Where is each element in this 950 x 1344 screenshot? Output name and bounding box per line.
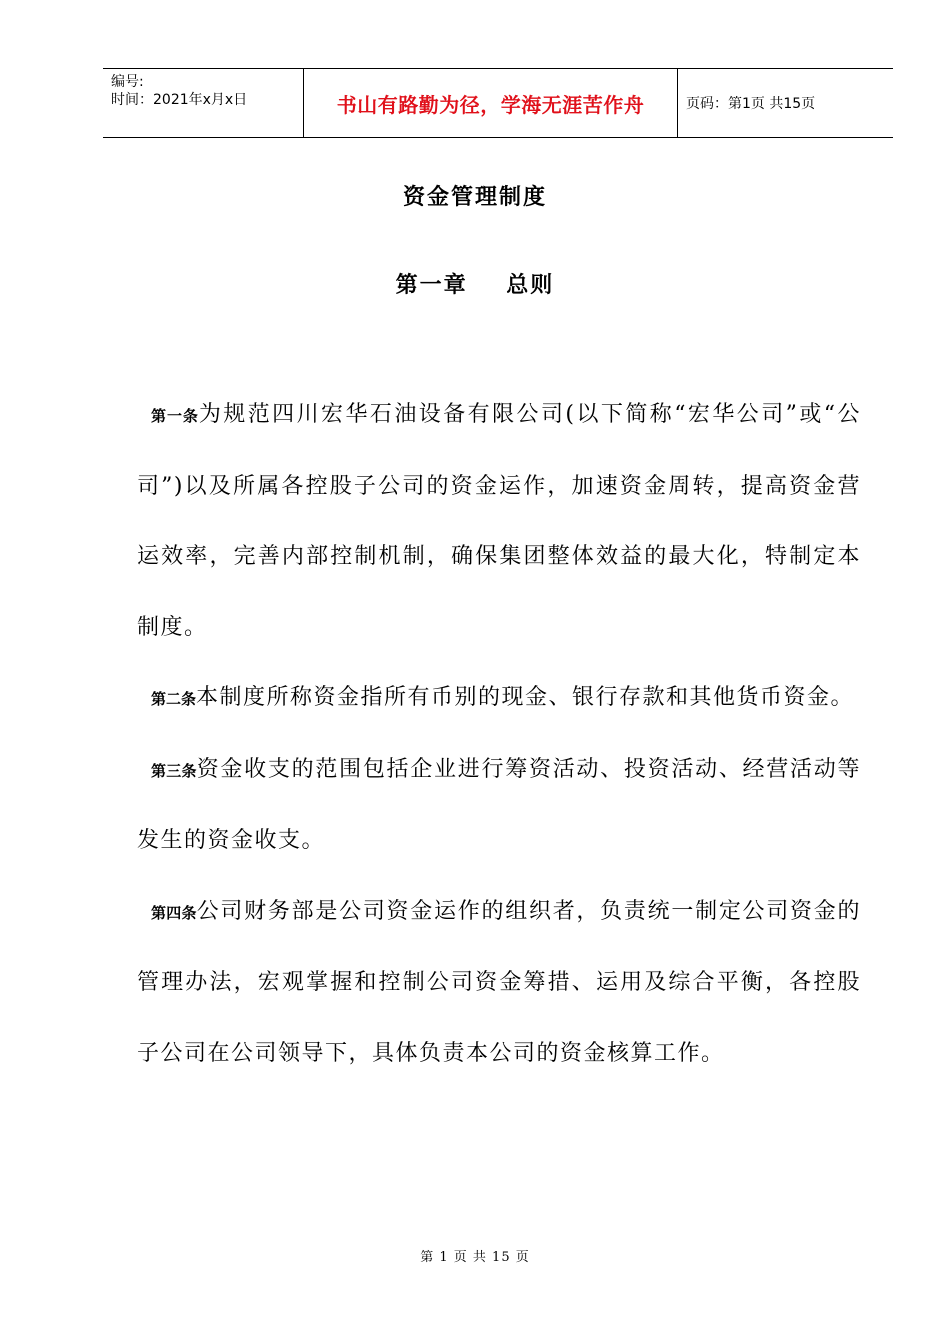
document-body bbox=[137, 380, 861, 1089]
article-number: 第四条 bbox=[151, 903, 197, 922]
article-text: 为规范四川宏华石油设备有限公司(以下简称“宏华公司”或“公司”)以及所属各控股子公司的资金运作，加速资金周转，提高资金营运效率，完善内部控制机制，确保集团整体效益的最大化，特制定本制度。 bbox=[137, 402, 861, 640]
article-1 bbox=[137, 380, 861, 663]
article-text: 本制度所称资金指所有币别的现金、银行存款和其他货币资金。 bbox=[196, 685, 855, 710]
document-title: 资金管理制度 bbox=[402, 184, 547, 210]
header-table bbox=[103, 68, 893, 138]
article-text: 资金收支的范围包括企业进行筹资活动、投资活动、经营活动等发生的资金收支。 bbox=[137, 756, 861, 853]
article-number: 第三条 bbox=[151, 761, 197, 780]
serial-number-label: 编号: bbox=[111, 74, 144, 90]
article-text: 公司财务部是公司资金运作的组织者，负责统一制定公司资金的管理办法，宏观掌握和控制公司资金筹措、运用及综合平衡，各控股子公司在公司领导下，具体负责本公司的资金核算工作。 bbox=[137, 898, 861, 1066]
article-3 bbox=[137, 735, 861, 877]
article-number: 第二条 bbox=[151, 690, 197, 708]
motto-text: 书山有路勤为径，学海无涯苦作舟 bbox=[336, 92, 645, 117]
header-motto-cell bbox=[304, 69, 678, 137]
header-meta-cell bbox=[103, 69, 304, 137]
article-2 bbox=[137, 663, 861, 735]
article-number: 第一条 bbox=[151, 407, 199, 425]
page-footer: 第 1 页 共 15 页 bbox=[420, 1250, 530, 1265]
article-4 bbox=[137, 877, 861, 1090]
header-page-cell bbox=[678, 69, 893, 137]
chapter-title: 第一章 总则 bbox=[395, 272, 555, 298]
header-page-info: 页码：第1页 共15页 bbox=[686, 96, 816, 112]
time-label: 时间：2021年x月x日 bbox=[111, 92, 248, 108]
